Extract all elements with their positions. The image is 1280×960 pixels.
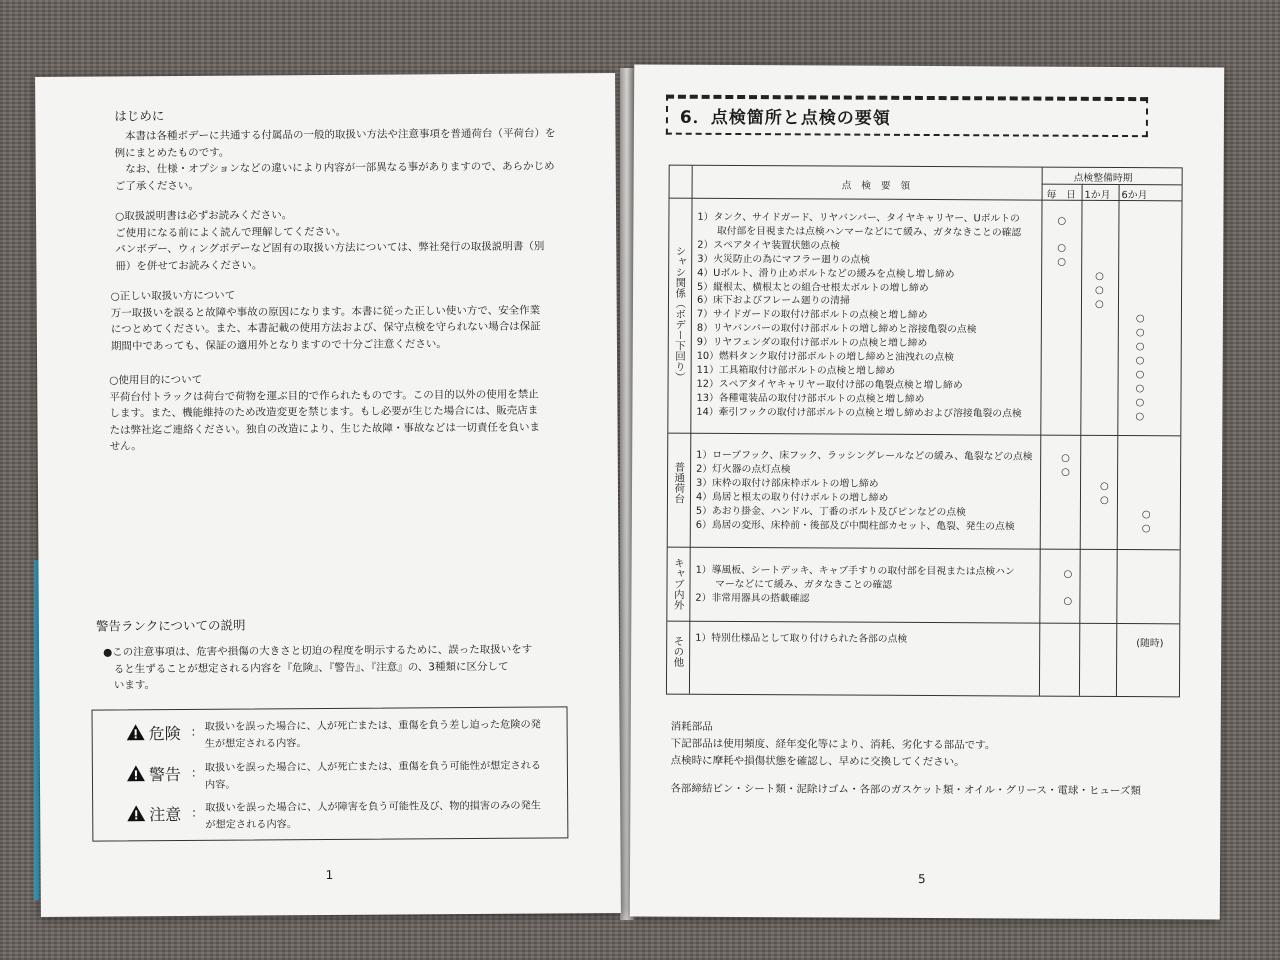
header-daily: 毎 日 — [1046, 189, 1076, 201]
colon: ： — [191, 805, 204, 820]
check-mark: ○ — [1094, 298, 1104, 310]
notice-line: します。また、機能維持のため改造変更を禁じます。もし必要が生じた場合には、販売店ま — [109, 404, 539, 420]
check-mark: ○ — [1057, 215, 1067, 227]
intro-line: なお、仕様・オプションなどの違いにより内容が一部異なる事がありますので、あらかじめ — [114, 160, 555, 176]
category-label: キャブ内外 — [672, 557, 685, 611]
check-mark: ○ — [1141, 523, 1151, 535]
check-mark: ○ — [1057, 256, 1066, 268]
warning-level-warning — [93, 758, 567, 801]
check-mark: ○ — [1135, 411, 1145, 423]
row-divider — [667, 621, 1179, 625]
inspection-item: 9）リヤフェンダの取付け部ボルトの点検と増し締め — [696, 336, 928, 350]
warning-desc-line: が想定される内容。 — [205, 818, 298, 831]
row-divider — [668, 547, 1180, 551]
warning-label: 危険 — [148, 724, 181, 744]
inspection-item: 13）各種電装品の取付け部ボルトの点検と増し締め — [696, 392, 925, 405]
inspection-item: 取付部を目視または点検ハンマーなどにて緩み、ガタなきことの確認 — [697, 225, 1022, 239]
intro-line: ご了承ください。 — [114, 179, 199, 193]
category-label: シャシ関係（ボデー下回り） — [673, 245, 687, 383]
warning-desc-line: 生が想定される内容。 — [204, 737, 307, 750]
header-monthly: 1か月 — [1084, 189, 1111, 201]
inspection-item: 1）タンク、サイドガード、リヤバンパー、タイヤキャリヤー、Uボルトの — [697, 211, 1020, 225]
inspection-item: 1）導風板、シートデッキ、キャブ手すりの取付部を目視または点検ハン — [695, 564, 1015, 578]
inspection-item: 4）Uボルト、滑り止めボルトなどの緩みを点検し増し締め — [697, 267, 955, 280]
warning-desc-line: 取扱いを誤った場合に、人が障害を負う可能性及び、物的損害のみの発生 — [205, 800, 541, 814]
intro-line: 本書は各種ボデーに共通する付属品の一般的取扱い方法や注意事項を普通荷台（平荷台）を — [114, 127, 556, 143]
inspection-item: 12）スペアタイヤキャリヤー取付け部の亀裂点検と増し締め — [696, 378, 963, 392]
inspection-item: 14）牽引フックの取付け部ボルトの点検と増し締めおよび溶接亀裂の点検 — [696, 406, 1022, 420]
chassis-items — [696, 211, 1022, 421]
warning-intro-line: ると生ずることが想定される内容を『危険』、『警告』、『注意』の、3種類に区分して — [103, 660, 509, 676]
warning-title: 警告ランクについての説明 — [95, 617, 246, 634]
warning-intro-line: います。 — [103, 679, 156, 692]
check-mark: ○ — [1135, 383, 1145, 395]
warning-label: 警告 — [148, 765, 182, 785]
inspection-item: 6）床下およびフレーム廻りの清掃 — [696, 295, 850, 308]
right-page — [630, 64, 1224, 919]
warning-description — [205, 759, 541, 794]
category-other — [667, 636, 689, 672]
inspection-item: 4）鳥居と根太の取り付けボルトの増し締め — [695, 491, 889, 504]
notice-line: につとめてください。また、本書記載の使用方法および、保守点検を守られない場合は保証 — [110, 320, 541, 336]
check-mark: ○ — [1095, 270, 1104, 282]
cargo-bed-items — [696, 449, 1033, 534]
header-inspection-points: 点 検 要 領 — [841, 180, 911, 192]
header-six-month: 6か月 — [1121, 190, 1148, 202]
warning-triangle-icon — [127, 805, 145, 821]
category-cab — [667, 558, 689, 615]
check-mark: ○ — [1057, 242, 1067, 254]
consumables-list: 各部締結ピン・シート類・泥除けゴム・各部のガスケット類・オイル・グリース・電球・ヒューズ類 — [670, 782, 1141, 798]
notice-line: 平荷台付トラックは荷台で荷物を運ぶ目的で作られたものです。この目的以外の使用を禁止 — [109, 388, 539, 404]
check-mark: ○ — [1063, 595, 1073, 607]
check-mark: ○ — [1100, 480, 1109, 492]
inspection-item: 10）燃料タンク取付け部ボルトの増し締めと油洩れの点検 — [696, 350, 954, 364]
check-mark: ○ — [1135, 369, 1145, 381]
warning-label: 注意 — [149, 805, 182, 825]
consumables-line: 点検時に摩耗や損傷状態を確認し、早めに交換してください。 — [670, 754, 965, 768]
warning-description — [205, 799, 541, 834]
page-number: 5 — [917, 871, 926, 886]
notice-line: せん。 — [109, 440, 142, 453]
notice-title: ○取扱説明書は必ずお読みください。 — [115, 209, 293, 223]
intro-line: 例にまとめたものです。 — [114, 146, 230, 160]
inspection-item: 2）スペアタイヤ装置状態の点検 — [697, 239, 840, 252]
category-chassis — [669, 246, 692, 387]
consumables-title: 消耗部品 — [670, 720, 713, 733]
inspection-item: 1）ロープフック、床フック、ラッシングレールなどの緩み、亀裂などの点検 — [696, 449, 1033, 463]
inspection-table — [666, 165, 1183, 698]
inspection-item: 7）サイドガードの取付け部ボルトの点検と増し締め — [696, 309, 928, 322]
col-divider — [1116, 184, 1120, 696]
page-number: 1 — [325, 867, 334, 883]
inspection-item: 8）リヤバンパーの取付け部ボルトの増し締めと溶接亀裂の点検 — [696, 323, 977, 336]
check-mark: ○ — [1061, 466, 1070, 478]
notice-line: たは弊社迄ご連絡ください。独自の改造により、生じた故障・事故などは一切責任を負いま — [109, 421, 541, 437]
inspection-item: 11）工具箱取付け部ボルトの点検と増し締め — [696, 364, 896, 377]
check-mark: ○ — [1095, 284, 1104, 296]
section-title-box — [666, 95, 1148, 138]
notice-title: ○正しい取扱い方について — [110, 289, 236, 303]
inspection-item: マーなどにて緩み、ガタなきことの確認 — [695, 578, 893, 591]
check-mark: ○ — [1135, 327, 1145, 339]
check-mark: ○ — [1141, 509, 1151, 521]
check-mark: ○ — [1063, 568, 1073, 580]
as-needed-note: (随時) — [1136, 638, 1164, 650]
warning-intro — [103, 642, 533, 695]
check-mark: ○ — [1135, 313, 1145, 325]
notice-correct-use — [111, 286, 541, 355]
row-divider — [668, 433, 1180, 437]
header-inspection-period: 点検整備時期 — [1073, 172, 1133, 185]
intro-paragraph — [114, 125, 555, 194]
notice-line: 期間中であっても、保証の適用外となりますので十分ご注意ください。 — [110, 337, 447, 353]
notice-line: ご使用になる前によく読んで理解してください。 — [115, 225, 347, 240]
inspection-item: 2）非常用器具の搭載確認 — [695, 592, 810, 605]
warning-desc-line: 取扱いを誤った場合に、人が死亡または、重傷を負う差し迫った危険の発 — [204, 719, 541, 733]
warning-desc-line: 取扱いを誤った場合に、人が死亡または、重傷を負う可能性が想定される — [204, 760, 542, 774]
colon: ： — [190, 765, 204, 780]
inspection-item: 3）火災防止の為にマフラー廻りの点検 — [697, 253, 871, 266]
notice-manual — [115, 205, 544, 274]
notice-title: ○使用目的について — [109, 373, 203, 387]
consumables-line: 下記部品は使用頻度、経年変化等により、消耗、劣化する部品です。 — [670, 737, 996, 752]
notice-line: バンボデー、ウィングボデーなど固有の取扱い方法については、弊社発行の取扱説明書（別 — [115, 240, 545, 256]
other-items — [695, 632, 907, 647]
inspection-item: 1）特別仕様品として取り付けられた各部の点検 — [695, 632, 908, 645]
warning-description — [205, 718, 541, 753]
left-page — [35, 73, 621, 917]
notice-line: 冊）を併せてお読みください。 — [115, 259, 263, 273]
inspection-item: 3）床枠の取付け部床枠ボルトの増し締め — [696, 477, 879, 490]
col-divider — [1079, 184, 1083, 696]
colon: ： — [190, 724, 203, 739]
col-divider — [1039, 168, 1043, 696]
intro-title: はじめに — [114, 108, 165, 124]
category-label: その他 — [672, 635, 685, 668]
section-title: 6．点検箇所と点検の要領 — [679, 107, 891, 129]
inspection-item: 5）あおり掛金、ハンドル、丁番のボルト及びピンなどの点検 — [695, 505, 966, 518]
cab-items — [695, 564, 1014, 607]
warning-desc-line: 内容。 — [204, 779, 236, 791]
check-mark: ○ — [1135, 355, 1145, 367]
consumables-description — [671, 736, 996, 771]
category-label: 普通荷台 — [673, 461, 686, 504]
inspection-item: 6）鳥居の変形、床枠前・後部及び中間柱部カセット、亀裂、発生の点検 — [695, 519, 1015, 532]
notice-line: 万一取扱いを誤ると故障や事故の原因になります。本書に従った正しい使い方で、安全作業 — [110, 304, 541, 320]
warning-triangle-icon — [127, 765, 145, 781]
warning-levels-box — [91, 706, 568, 841]
warning-intro-line: ●この注意事項は、危害や損傷の大きさと切迫の程度を明示するために、誤った取扱いをす — [103, 643, 533, 659]
category-cargo-bed — [668, 462, 690, 509]
warning-triangle-icon — [127, 724, 145, 740]
notice-purpose — [109, 370, 540, 456]
check-mark: ○ — [1061, 452, 1070, 464]
check-mark: ○ — [1099, 494, 1109, 506]
check-mark: ○ — [1135, 341, 1145, 353]
inspection-item: 2）灯火器の点灯点検 — [696, 463, 791, 476]
inspection-item: 5）縦根太、横根太との組合せ根太ボルトの増し締め — [697, 281, 929, 294]
warning-level-caution — [93, 798, 567, 841]
check-mark: ○ — [1135, 397, 1145, 409]
warning-level-danger — [93, 717, 567, 760]
